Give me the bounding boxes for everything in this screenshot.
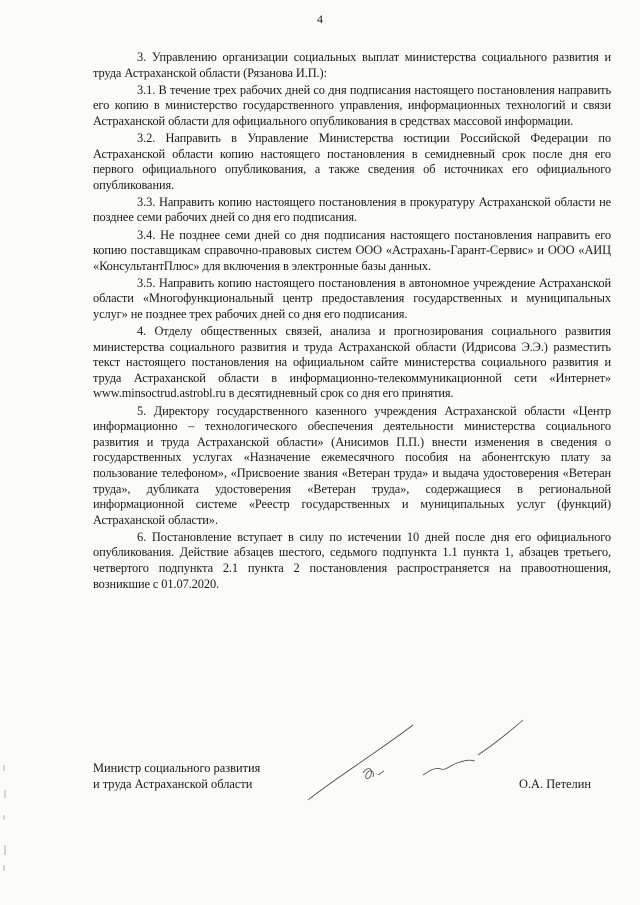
signatory-title: [93, 760, 260, 792]
paragraph-3-2: 3.2. Направить в Управление Министерства юстиции Российской Федерации по Астраханской области копию настоящего постановления в семидневный срок после дня его первого официального опубликования, а также сведения об источниках его официального опубликования.: [93, 130, 611, 192]
scan-margin-marks-icon: [2, 760, 8, 880]
paragraph-3-1: 3.1. В течение трех рабочих дней со дня подписания настоящего постановления направить его копию в министерство государственного управления, информационных технологий и связи Астраханской области для официального опубликования в средствах массовой информации.: [93, 82, 611, 128]
page-number: 4: [317, 12, 323, 26]
paragraph-6: 6. Постановление вступает в силу по истечении 10 дней после дня его официального опубликования. Действие абзацев шестого, седьмого подпункта 1.1 пункта 1, абзацев третьего, четвертого подпункта 2.1 пункта 2 постановления распространяется на правоотношения, возникшие с 01.07.2020.: [93, 529, 611, 591]
paragraph-4: 4. Отделу общественных связей, анализа и прогнозирования социального развития министерства социального развития и труда Астраханской области (Идрисова Э.Э.) разместить текст настоящего постановления на официальном сайте министерства социального развития и труда Астраханской области в информационно-телекоммуникационной сети «Интернет» www.minsoctrud.astrobl.ru в десятидневный срок со дня его принятия.: [93, 324, 611, 401]
paragraph-3-4: 3.4. Не позднее семи дней со дня подписания настоящего постановления направить его копию поставщикам справочно-правовых систем ООО «Астрахань-Гарант-Сервис» и ООО «АИЦ «КонсультантПлюс» для включения в электронные базы данных.: [93, 227, 611, 273]
paragraph-3: 3. Управлению организации социальных выплат министерства социального развития и труда Астраханской области (Рязанова И.П.):: [93, 50, 611, 80]
paragraph-3-3: 3.3. Направить копию настоящего постановления в прокуратуру Астраханской области не позднее семи рабочих дней со дня его подписания.: [93, 194, 611, 225]
signatory-title-line2: и труда Астраханской области: [93, 777, 253, 791]
document-body: [93, 50, 611, 594]
signature-block: [93, 760, 611, 830]
paragraph-5: 5. Директору государственного казенного учреждения Астраханской области «Центр информационно – технологического обеспечения деятельности министерства социального развития и труда Астраханской области» (Анисимов П.П.) внести изменения в сведения о государственных услугах «Назначение ежемесячного пособия на абонентскую плату за пользование телефоном», «Присвоение звания «Ветеран труда» и выдача удостоверения «Ветеран труда», дубликата удостоверения «Ветеран труда», содержащиеся в региональной информационной системе «Реестр государственных и муниципальных услуг (функций) Астраханской области».: [93, 403, 611, 527]
signatory-name: О.А. Петелин: [519, 777, 591, 791]
signatory-title-line1: Министр социального развития: [93, 761, 261, 775]
paragraph-3-5: 3.5. Направить копию настоящего постановления в автономное учреждение Астраханской области «Многофункциональный центр предоставления государственных и муниципальных услуг» не позднее трех рабочих дней со дня его подписания.: [93, 275, 611, 321]
